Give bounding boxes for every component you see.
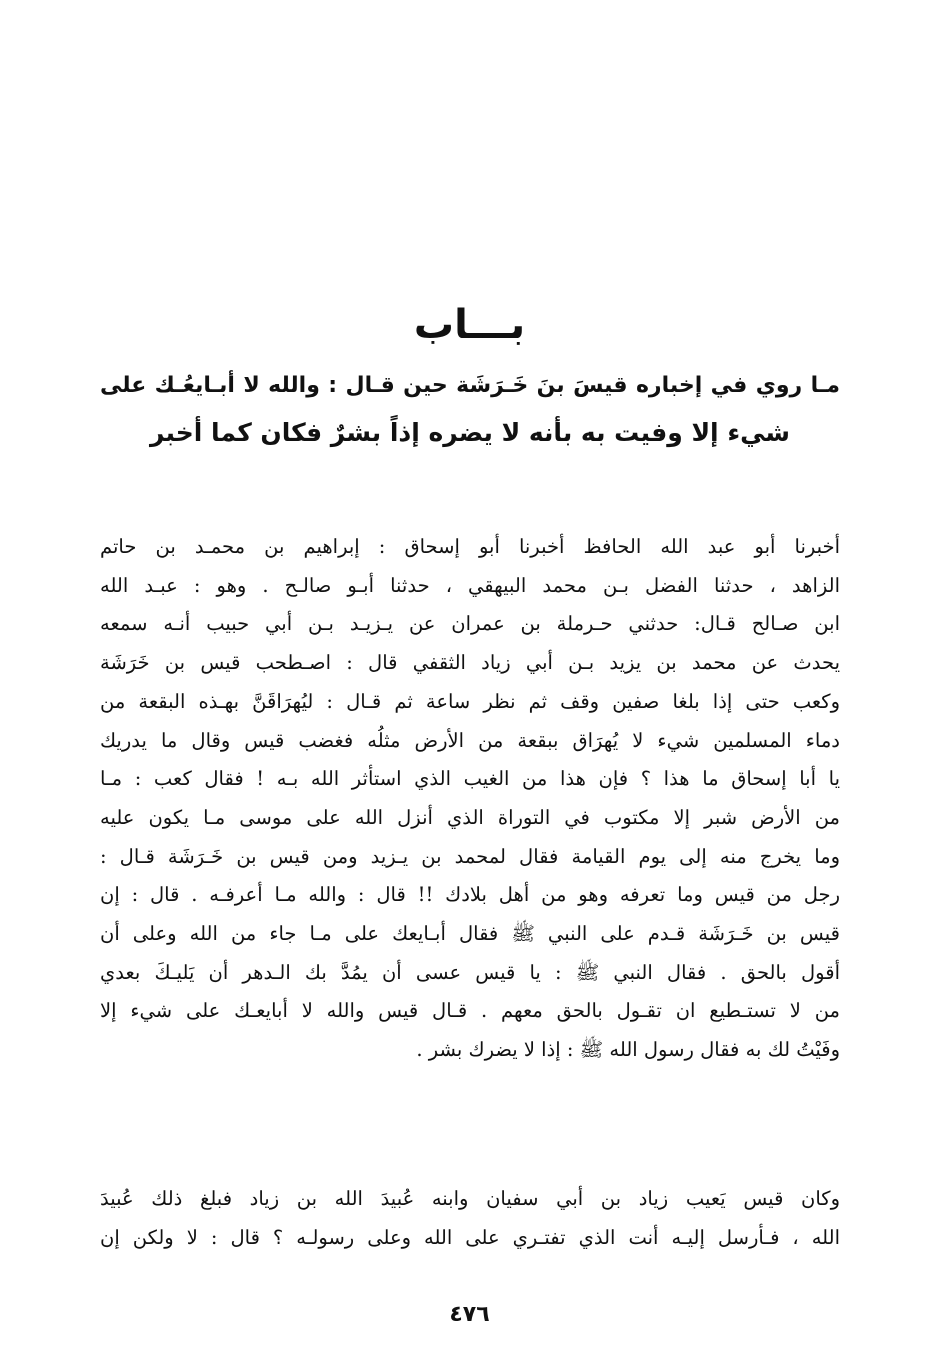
heading-line: مـا روي في إخباره قيسَ بنَ خَـرَشَة حين قـال : والله لا أبـايعُـك على <box>100 373 840 398</box>
heading-line: شيء إلا وفيت به بأنه لا يضره إذاً بشرٌ فكان كما أخبر <box>150 418 790 447</box>
text-line: يا أبا إسحاق ما هذا ؟ فإن هذا من الغيب الذي استأثر الله بـه ! فقال كعب : مـا <box>100 767 840 791</box>
text-line: أقول بالحق . فقال النبي ﷺ : يا قيس عسى أن يمُدَّ بك الـدهر أن يَليـكَ بعدي <box>100 960 840 984</box>
paragraph <box>100 1180 840 1257</box>
text-line: وما يخرج منه إلى يوم القيامة فقال لمحمد بن يـزيد ومن قيس بن خَـرَشَة قـال : <box>100 844 840 868</box>
text-line: الله ، فـأرسل إليـه أنت الذي تفتـري على الله وعلى رسولـه ؟ قال : لا ولكن إن <box>100 1225 840 1249</box>
paragraph <box>100 528 840 1070</box>
text-line: وكان قيس يَعيب زياد بن أبي سفيان وابنه عُبيدَ الله بن زياد فبلغ ذلك عُبيدَ <box>100 1187 840 1210</box>
text-line: من لا تستـطيع ان تقـول بالحق معهم . قـال قيس والله لا أبايعـك على شيء إلا <box>100 999 840 1023</box>
text-line: ابن صـالح قـال: حدثني حـرملة بن عمران عن يـزيـد بـن أبي حبيب أنـه سمعه <box>100 612 840 636</box>
text-line: أخبرنا أبو عبد الله الحافظ أخبرنا أبو إسحاق : إبراهيم بن محمـد بن حاتم <box>100 535 840 558</box>
text-line: الزاهد ، حدثنا الفضل بـن محمد البيهقي ، حدثنا أبـو صالـح . وهو : عبـد الله <box>100 573 840 597</box>
page-number: ٤٧٦ <box>449 1302 490 1327</box>
text-line: قيس بن خَـرَشَة قـدم على النبي ﷺ فقال أبـايعك على مـا جاء من الله وعلى أن <box>100 922 840 946</box>
text-line: دماء المسلمين شيء لا يُهرَاق ببقعة من الأرض مثلُه فغضب قيس وقال ما يدريك <box>100 728 840 752</box>
text-line: من الأرض شبر إلا مكتوب في التوراة الذي أنزل الله على موسى مـا يكون عليه <box>100 805 840 829</box>
chapter-heading <box>100 362 840 456</box>
text-line: وكعب حتى إذا بلغا صفين وقف ثم نظر ساعة ثم قـال : ليُهرَاقَنَّ بهـذه البقعة من <box>100 689 840 713</box>
text-line: رجل من قيس وما تعرفه وهو من أهل بلادك !! قال : والله مـا أعرفـه . قال : إن <box>100 883 840 907</box>
chapter-word: بـــاب <box>413 302 526 348</box>
text-line: وفَيْتُ لك به فقال رسول الله ﷺ : إذا لا يضرك بشر . <box>416 1038 840 1062</box>
text-line: يحدث عن محمد بن يزيد بـن أبي زياد الثقفي قال : اصـطحب قيس بن خَرَشَة <box>100 651 840 675</box>
